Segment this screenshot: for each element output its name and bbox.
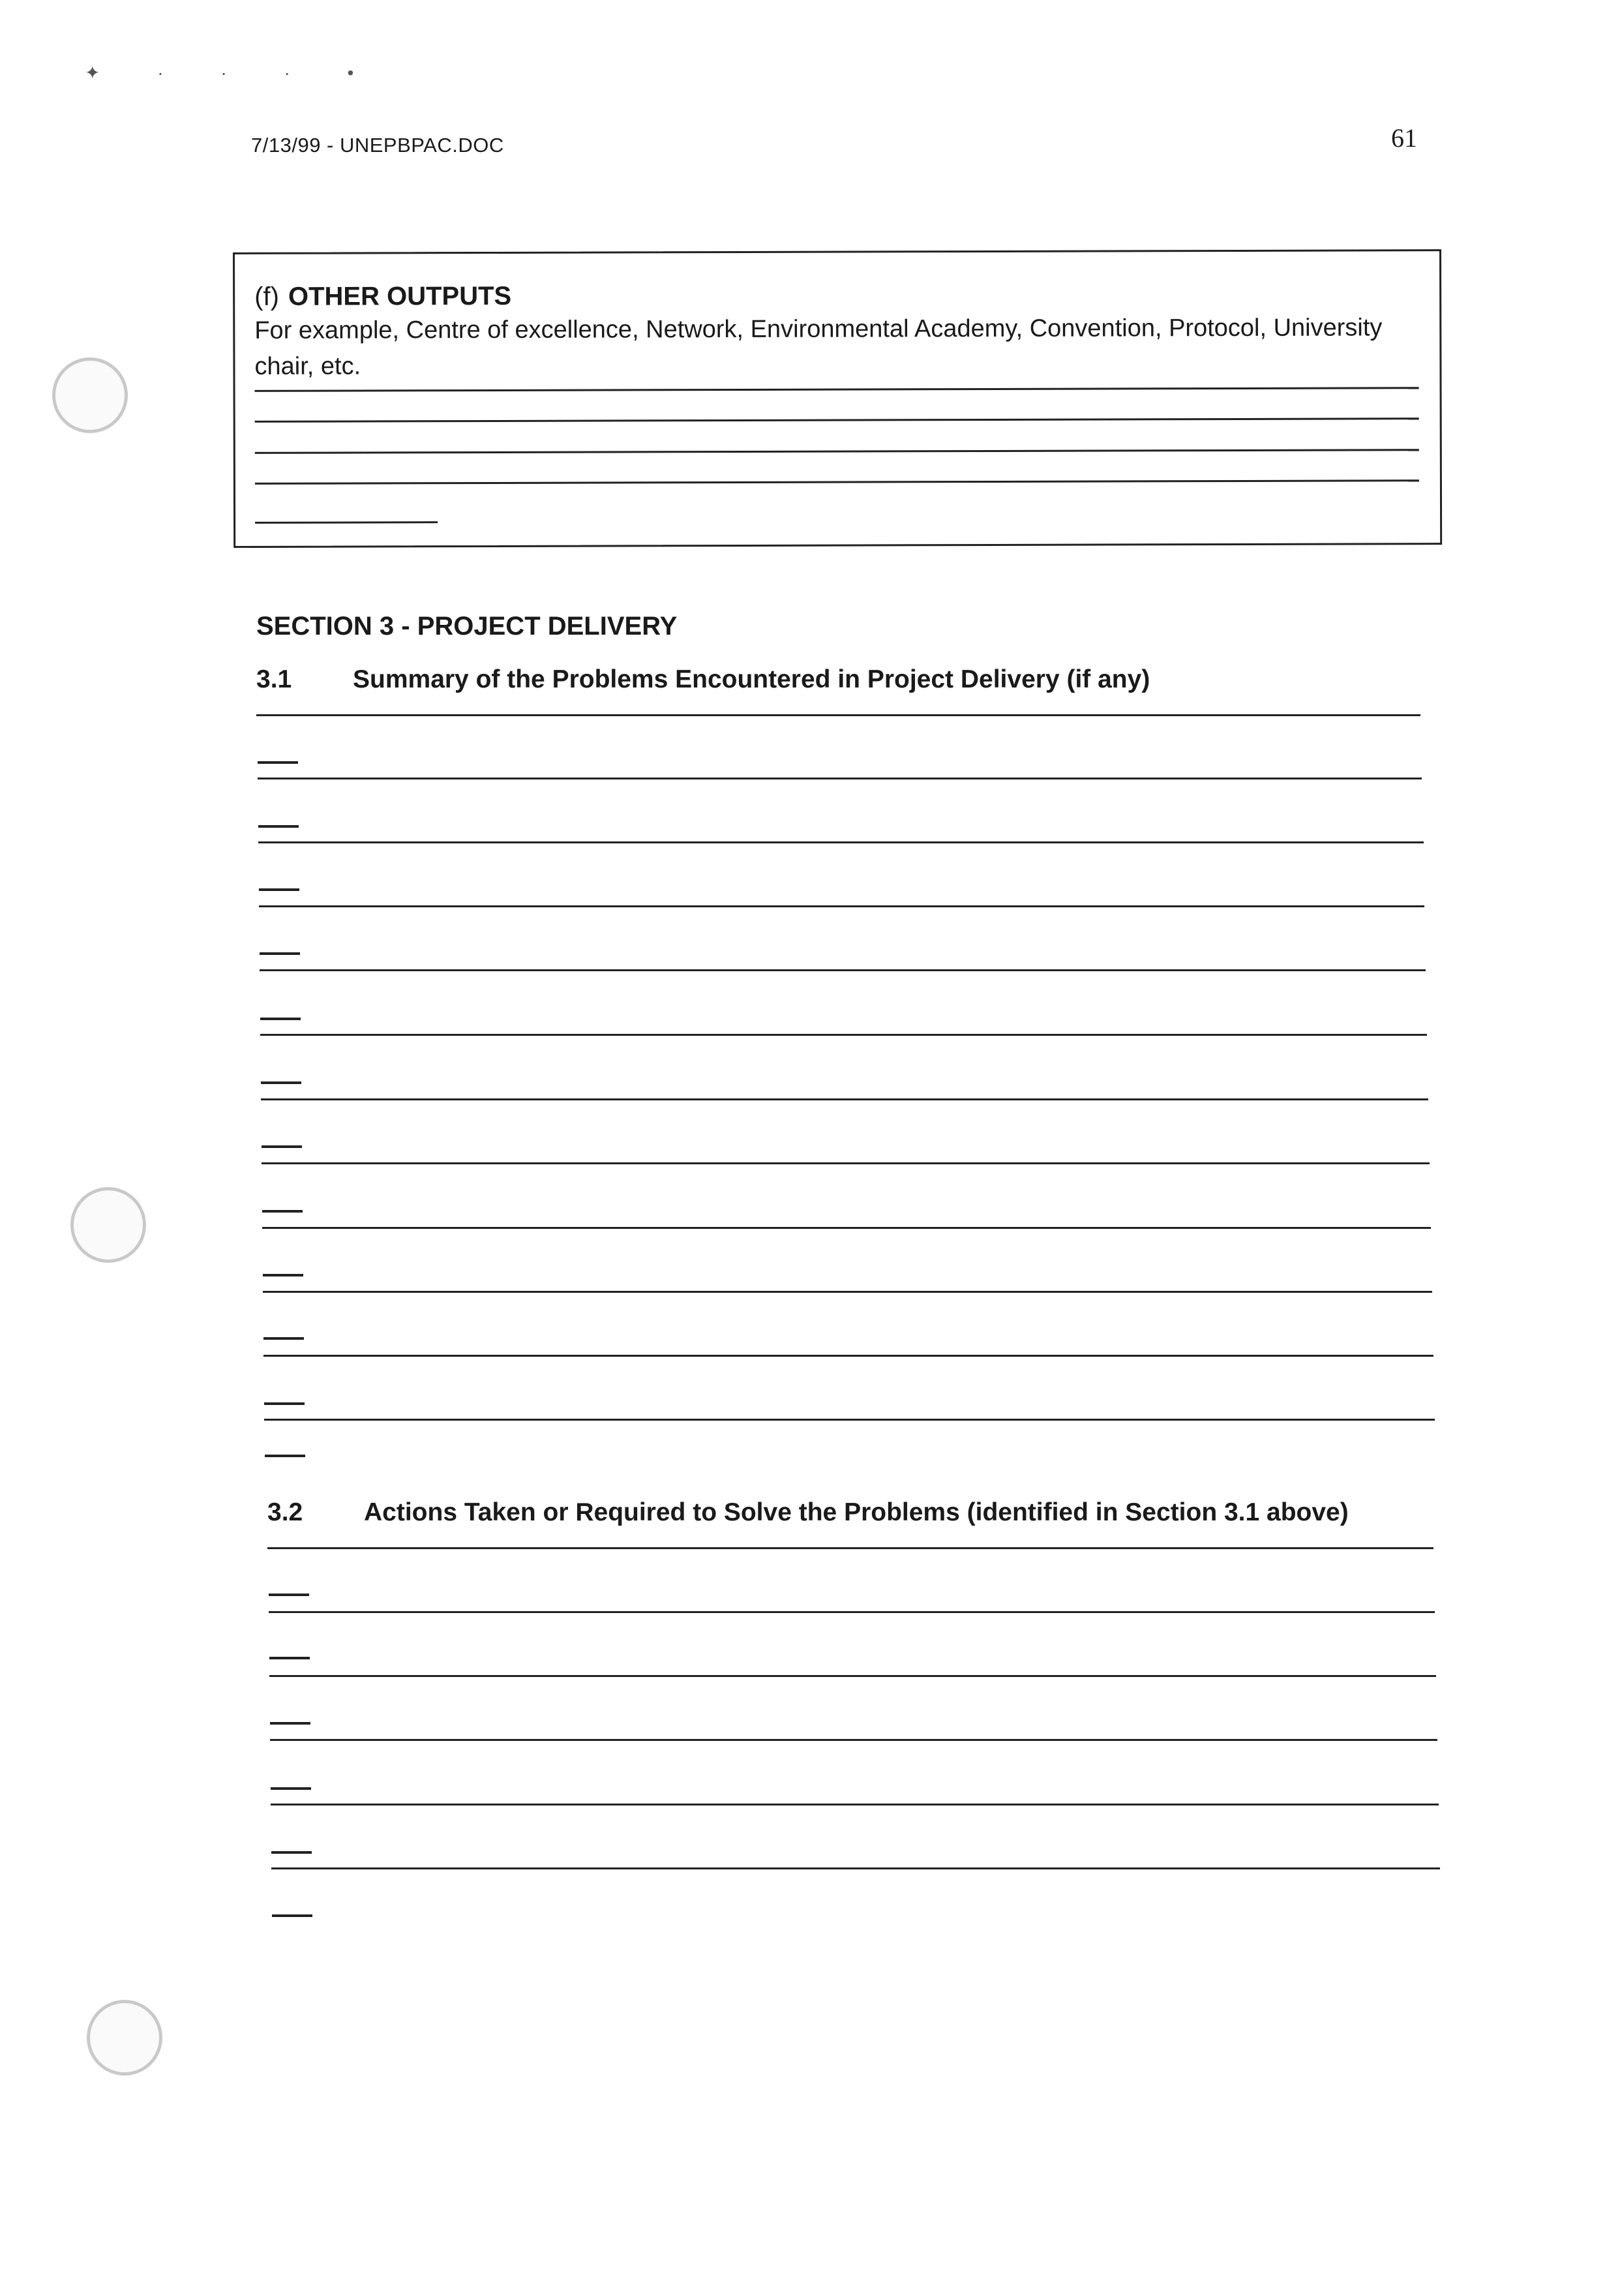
page-number: 61: [1391, 123, 1417, 153]
subsection-3-1-number: 3.1: [256, 665, 292, 693]
problem-entry-line[interactable]: [263, 1355, 1433, 1357]
line-dash: [270, 1722, 310, 1725]
subsection-3-1-title: Summary of the Problems Encountered in Project Delivery (if any): [353, 665, 1150, 693]
subsection-3-1-heading: [256, 665, 1150, 694]
problem-entry-line[interactable]: [260, 1034, 1427, 1036]
binder-hole-middle: [70, 1187, 146, 1263]
line-dash: [264, 1402, 305, 1405]
line-dash: [269, 1657, 310, 1659]
line-dash: [271, 1851, 312, 1854]
line-dash: [263, 1274, 303, 1276]
subsection-3-2-title: Actions Taken or Required to Solve the Problems (identified in Section 3.1 above): [364, 1498, 1349, 1526]
section-3-title: SECTION 3 - PROJECT DELIVERY: [256, 612, 678, 641]
other-outputs-description: For example, Centre of excellence, Network, Environmental Academy, Convention, Protocol, University chair, etc.: [254, 314, 1383, 380]
subsection-3-2-number: 3.2: [267, 1498, 303, 1526]
line-dash: [272, 1914, 312, 1917]
problem-entry-line[interactable]: [259, 905, 1424, 907]
problem-entry-line[interactable]: [263, 1291, 1432, 1293]
problem-entry-line[interactable]: [260, 969, 1426, 971]
other-outputs-heading: [254, 282, 511, 312]
line-dash: [271, 1787, 311, 1790]
subsection-3-2-heading: [267, 1498, 1349, 1527]
document-reference: 7/13/99 - UNEPBPAC.DOC: [251, 134, 504, 157]
binder-hole-bottom: [87, 2000, 162, 2076]
other-outputs-title: OTHER OUTPUTS: [288, 281, 512, 311]
problem-entry-line[interactable]: [258, 778, 1422, 779]
line-dash: [269, 1594, 309, 1596]
other-outputs-label: (f): [254, 282, 280, 311]
line-dash: [263, 1337, 304, 1340]
problem-entry-line[interactable]: [264, 1419, 1435, 1421]
line-dash: [258, 761, 298, 764]
other-outputs-entry-line[interactable]: [255, 479, 1419, 485]
problem-entry-line[interactable]: [262, 1227, 1431, 1229]
line-dash: [265, 1455, 305, 1457]
line-dash: [259, 888, 299, 891]
action-entry-line[interactable]: [269, 1611, 1435, 1613]
problem-entry-line[interactable]: [262, 1162, 1430, 1164]
other-outputs-entry-line[interactable]: [255, 449, 1419, 454]
action-entry-line[interactable]: [271, 1804, 1439, 1805]
other-outputs-entry-line[interactable]: [255, 417, 1419, 423]
other-outputs-entry-line-short[interactable]: [255, 521, 438, 524]
problem-entry-line[interactable]: [256, 714, 1420, 716]
action-entry-line[interactable]: [269, 1675, 1436, 1677]
other-outputs-entry-line[interactable]: [255, 387, 1419, 392]
action-entry-line[interactable]: [270, 1739, 1437, 1741]
line-dash: [262, 1145, 302, 1148]
action-entry-line[interactable]: [271, 1867, 1440, 1869]
other-outputs-box: [233, 249, 1442, 548]
binder-hole-top: [52, 357, 128, 433]
line-dash: [261, 1081, 301, 1084]
problem-entry-line[interactable]: [261, 1098, 1428, 1100]
problem-entry-line[interactable]: [258, 841, 1424, 843]
line-dash: [262, 1210, 303, 1213]
line-dash: [260, 952, 300, 955]
line-dash: [258, 825, 299, 828]
action-entry-line[interactable]: [267, 1547, 1433, 1549]
scan-corner-marks: ✦ · · · •: [85, 63, 380, 83]
line-dash: [260, 1018, 301, 1020]
